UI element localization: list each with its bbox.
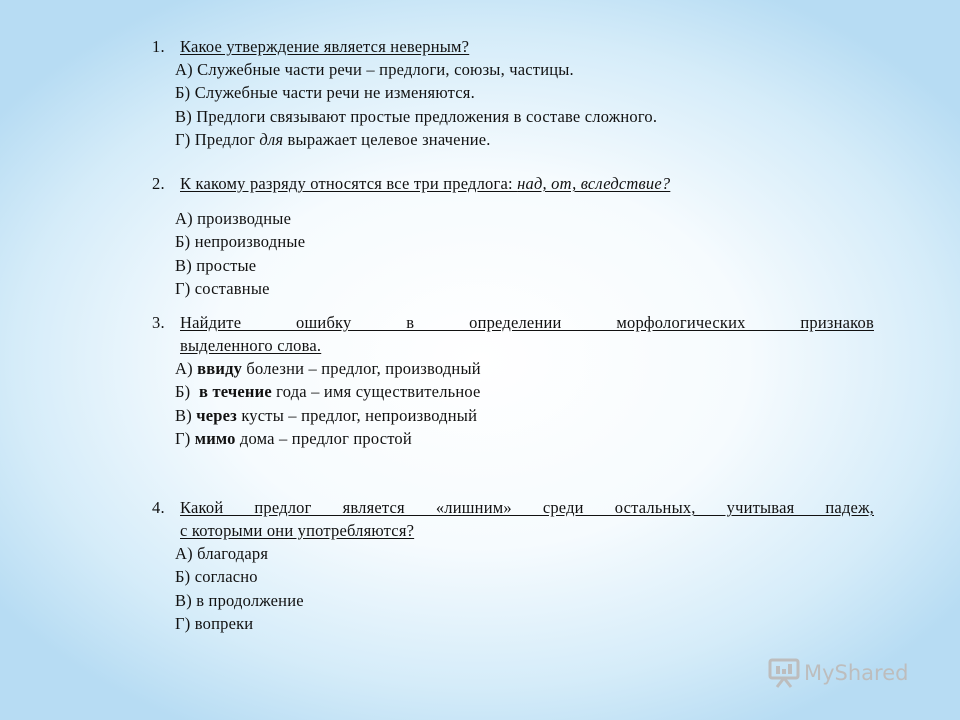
- answer-option: Б) Служебные части речи не изменяются.: [175, 83, 475, 103]
- answer-option: В) простые: [175, 255, 257, 275]
- question-2: [152, 172, 874, 300]
- answer-option: А) ввиду болезни – предлог, производный: [175, 359, 481, 378]
- highlighted-word: через: [196, 405, 237, 425]
- answer-option: Б) непроизводные: [175, 232, 306, 252]
- answer-option: Г) составные: [175, 278, 270, 298]
- question-number: 3.: [152, 313, 165, 332]
- answer-option: В) через кусты – предлог, непроизводный: [175, 405, 478, 425]
- question-text: Какой предлог является «лишним» среди остальных, учитывая падеж,: [180, 498, 874, 517]
- question-text-continued: выделенного слова.: [180, 336, 322, 355]
- watermark-text: MyShared: [804, 661, 909, 685]
- answer-option: Б) в течение года – имя существительное: [175, 382, 481, 402]
- italic-word: для: [259, 129, 284, 149]
- question-text: Найдите ошибку в определении морфологических признаков: [180, 313, 874, 332]
- question-text: К какому разряду относятся все три предлога: над, от, вследствие?: [180, 174, 671, 193]
- answer-options: [175, 542, 874, 635]
- watermark: [768, 658, 908, 688]
- question-number: 2.: [152, 174, 165, 193]
- highlighted-word: мимо: [194, 428, 236, 448]
- answer-option: А) благодаря: [175, 544, 269, 563]
- answer-option: А) производные: [175, 209, 292, 228]
- answer-option: Б) согласно: [175, 567, 258, 587]
- question-text: Какое утверждение является неверным?: [180, 37, 470, 56]
- answer-options: [175, 58, 874, 151]
- answer-options: [175, 207, 874, 300]
- answer-options: [175, 357, 874, 450]
- answer-option: В) в продолжение: [175, 590, 304, 610]
- answer-option: Г) вопреки: [175, 613, 254, 633]
- answer-option: Г) мимо дома – предлог простой: [175, 428, 412, 448]
- question-1: [152, 35, 874, 151]
- answer-option: Г) Предлог для выражает целевое значение.: [175, 129, 491, 149]
- highlighted-word: в течение: [199, 382, 272, 402]
- question-text-continued: с которыми они употребляются?: [180, 521, 415, 540]
- question-number: 4.: [152, 498, 165, 517]
- highlighted-word: ввиду: [197, 359, 243, 378]
- answer-option: А) Служебные части речи – предлоги, союзы, частицы.: [175, 60, 574, 79]
- question-3: [152, 311, 874, 450]
- question-4: [152, 496, 874, 635]
- question-number: 1.: [152, 37, 165, 56]
- italic-prepositions: над, от, вследствие?: [517, 174, 671, 193]
- answer-option: В) Предлоги связывают простые предложения в составе сложного.: [175, 106, 658, 126]
- presentation-board-icon: [768, 658, 800, 688]
